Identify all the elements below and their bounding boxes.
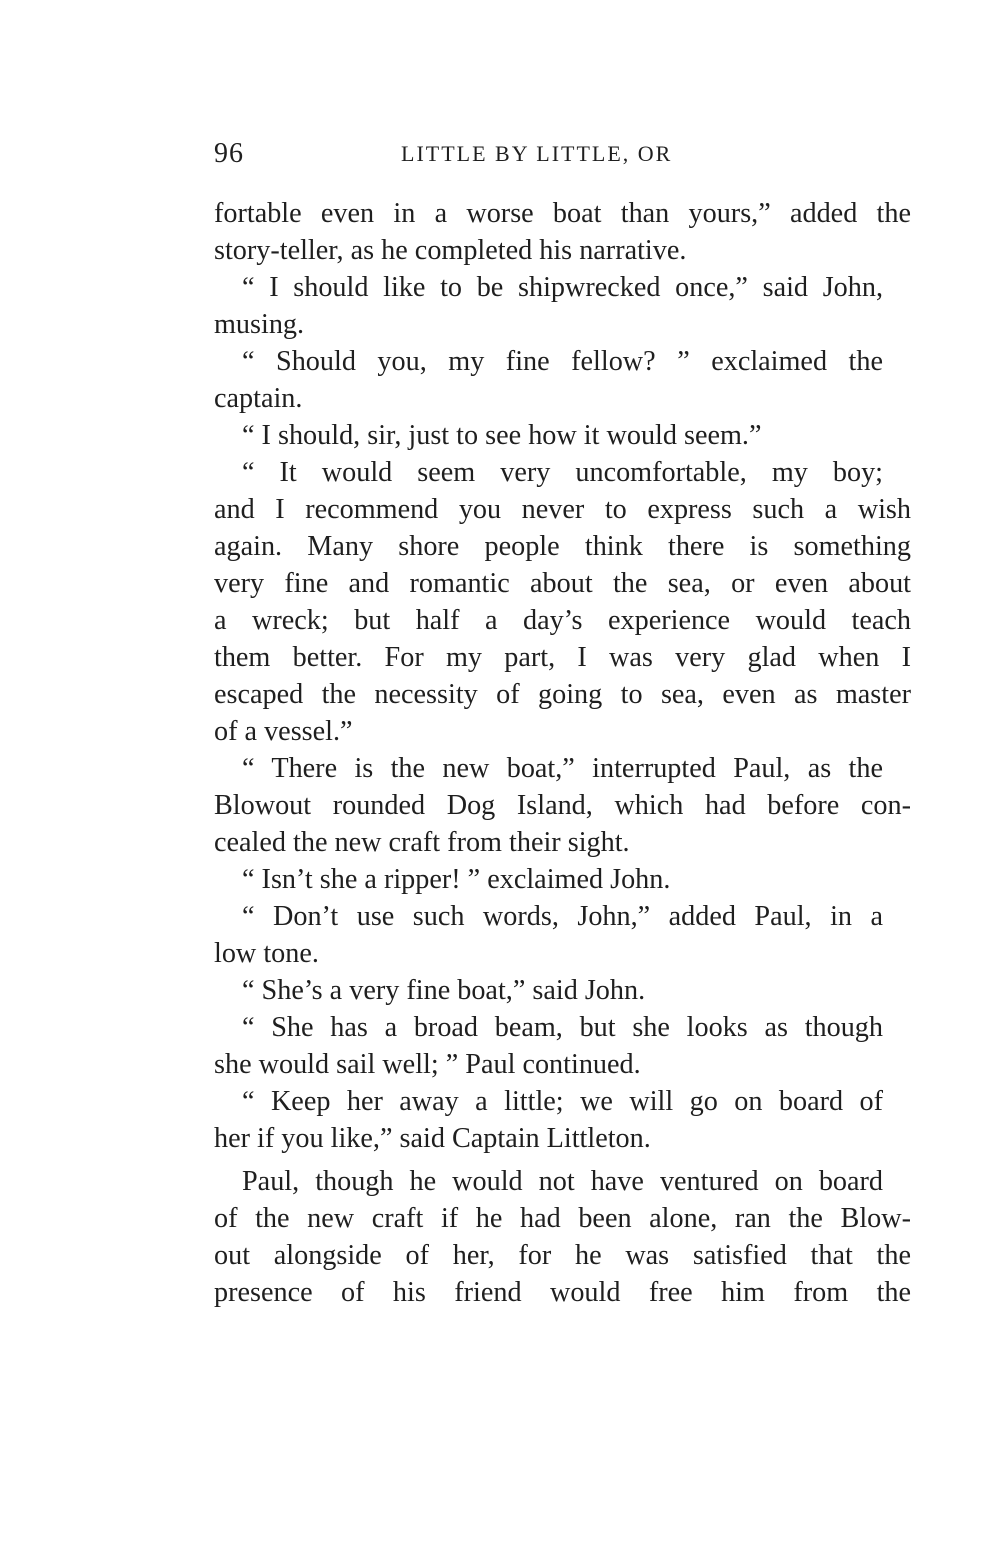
text-line: “ Isn’t she a ripper! ” exclaimed John. xyxy=(242,864,671,895)
text-line: “ Should you, my fine fellow? ” exclaimed the xyxy=(242,346,883,377)
text-line: “ There is the new boat,” interrupted Paul, as the xyxy=(242,753,883,784)
text-line: presence of his friend would free him from the xyxy=(214,1277,911,1308)
text-line: “ She has a broad beam, but she looks as though xyxy=(242,1012,883,1043)
text-line: them better. For my part, I was very glad when I xyxy=(214,642,911,673)
text-line: story-teller, as he completed his narrative. xyxy=(214,235,687,266)
text-line: Paul, though he would not have ventured on board xyxy=(242,1166,883,1197)
text-line: “ Don’t use such words, John,” added Paul, in a xyxy=(242,901,883,932)
text-line: cealed the new craft from their sight. xyxy=(214,827,630,858)
text-line: low tone. xyxy=(214,938,319,969)
text-line: again. Many shore people think there is something xyxy=(214,531,911,562)
running-title: LITTLE BY LITTLE, OR xyxy=(401,141,673,166)
text-line: “ I should, sir, just to see how it would seem.” xyxy=(242,420,762,451)
text-line: very fine and romantic about the sea, or even about xyxy=(214,568,911,599)
text-line: out alongside of her, for he was satisfied that the xyxy=(214,1240,911,1271)
text-line: captain. xyxy=(214,383,303,414)
page-number: 96 xyxy=(214,138,244,169)
text-line: “ I should like to be shipwrecked once,” said John, xyxy=(242,272,883,303)
text-line: fortable even in a worse boat than yours,” added the xyxy=(214,198,911,229)
text-line: of the new craft if he had been alone, ran the Blow- xyxy=(214,1203,911,1234)
text-line: Blowout rounded Dog Island, which had before con- xyxy=(214,790,911,821)
text-line: she would sail well; ” Paul continued. xyxy=(214,1049,641,1080)
text-line: “ She’s a very fine boat,” said John. xyxy=(242,975,646,1006)
text-line: her if you like,” said Captain Littleton. xyxy=(214,1123,651,1154)
text-line: “ Keep her away a little; we will go on board of xyxy=(242,1086,883,1117)
body-text xyxy=(214,195,911,1311)
text-line: escaped the necessity of going to sea, even as master xyxy=(214,679,911,710)
text-line: a wreck; but half a day’s experience would teach xyxy=(214,605,911,636)
running-head xyxy=(214,138,914,178)
text-line: “ It would seem very uncomfortable, my boy; xyxy=(242,457,883,488)
text-line: of a vessel.” xyxy=(214,716,353,747)
text-line: and I recommend you never to express such a wish xyxy=(214,494,911,525)
text-line: musing. xyxy=(214,309,305,340)
